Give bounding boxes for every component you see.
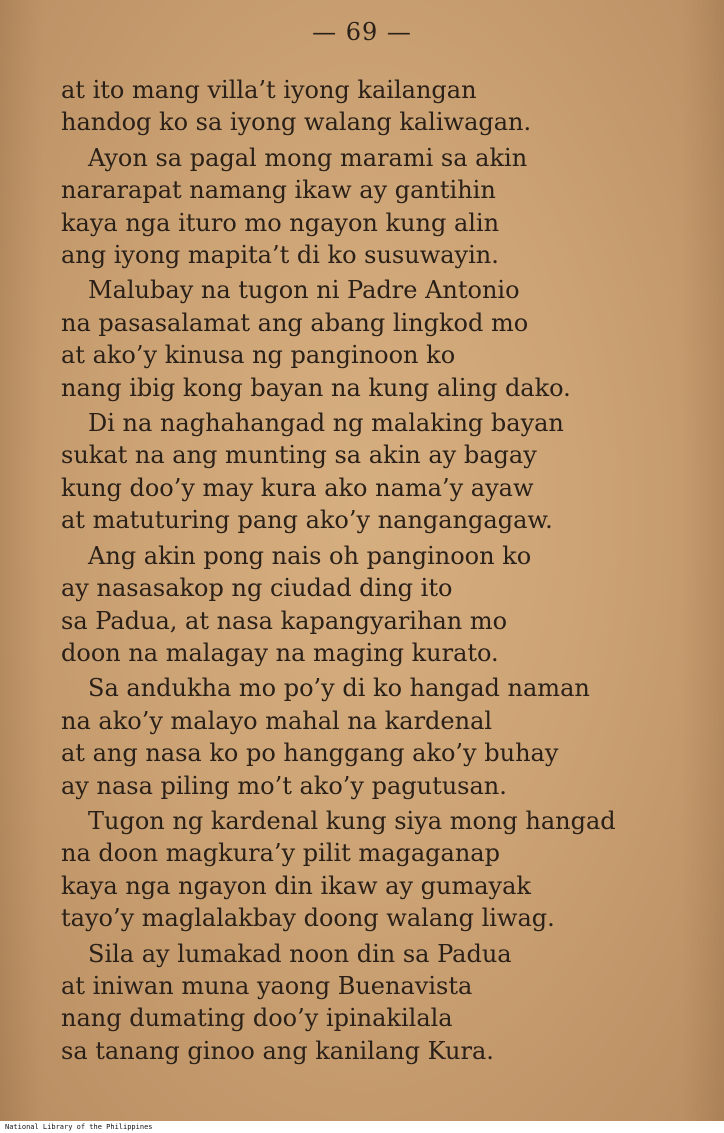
library-footer: National Library of the Philippines xyxy=(2,1122,156,1132)
verse-line: ay nasasakop ng ciudad ding ito xyxy=(61,574,453,603)
verse-line: at ito mang villa’t iyong kailangan xyxy=(61,76,477,104)
verse-line: at ako’y kinusa ng panginoon ko xyxy=(61,341,456,370)
verse-line: sa tanang ginoo ang kanilang Kura. xyxy=(61,1036,494,1065)
stanza-3 xyxy=(61,274,701,404)
verse-line: kung doo’y may kura ako nama’y ayaw xyxy=(61,473,534,502)
verse-block xyxy=(61,74,701,1070)
stanza-5 xyxy=(61,540,701,670)
verse-line: tayo’y maglalakbay doong walang liwag. xyxy=(61,904,555,933)
verse-line: Sa andukha mo po’y di ko hangad naman xyxy=(88,674,590,703)
verse-line: doon na malagay na maging kurato. xyxy=(61,638,499,667)
verse-line: at iniwan muna yaong Buenavista xyxy=(61,971,473,1000)
stanza-1 xyxy=(61,74,701,139)
stanza-7 xyxy=(61,805,701,935)
verse-line: Ang akin pong nais oh panginoon ko xyxy=(88,541,532,570)
verse-line: kaya nga ituro mo ngayon kung alin xyxy=(61,208,500,237)
stanza-2 xyxy=(61,142,701,272)
verse-line: ang iyong mapita’t di ko susuwayin. xyxy=(61,241,499,270)
page-number: — 69 — xyxy=(312,18,412,46)
stanza-8 xyxy=(61,938,701,1068)
verse-line: nararapat namang ikaw ay gantihin xyxy=(61,176,496,205)
verse-line: Tugon ng kardenal kung siya mong hangad xyxy=(88,806,616,835)
verse-line: Di na naghahangad ng malaking bayan xyxy=(88,409,564,438)
stanza-6 xyxy=(61,672,701,802)
verse-line: nang ibig kong bayan na kung aling dako. xyxy=(61,373,571,402)
verse-line: at ang nasa ko po hanggang ako’y buhay xyxy=(61,739,559,768)
verse-line: na pasasalamat ang abang lingkod mo xyxy=(61,308,529,337)
verse-line: na ako’y malayo mahal na kardenal xyxy=(61,706,493,735)
verse-line: na doon magkura’y pilit magaganap xyxy=(61,839,500,868)
verse-line: ay nasa piling mo’t ako’y pagutusan. xyxy=(61,771,507,800)
verse-line: at matuturing pang ako’y nangangagaw. xyxy=(61,506,553,535)
verse-line: handog ko sa iyong walang kaliwagan. xyxy=(61,108,532,137)
verse-line: sa Padua, at nasa kapangyarihan mo xyxy=(61,606,508,635)
verse-line: kaya nga ngayon din ikaw ay gumayak xyxy=(61,871,531,900)
verse-line: Malubay na tugon ni Padre Antonio xyxy=(88,276,520,305)
verse-line: Sila ay lumakad noon din sa Padua xyxy=(88,939,512,968)
verse-line: Ayon sa pagal mong marami sa akin xyxy=(88,143,528,172)
verse-line: sukat na ang munting sa akin ay bagay xyxy=(61,441,537,470)
stanza-4 xyxy=(61,407,701,537)
verse-line: nang dumating doo’y ipinakilala xyxy=(61,1004,453,1033)
